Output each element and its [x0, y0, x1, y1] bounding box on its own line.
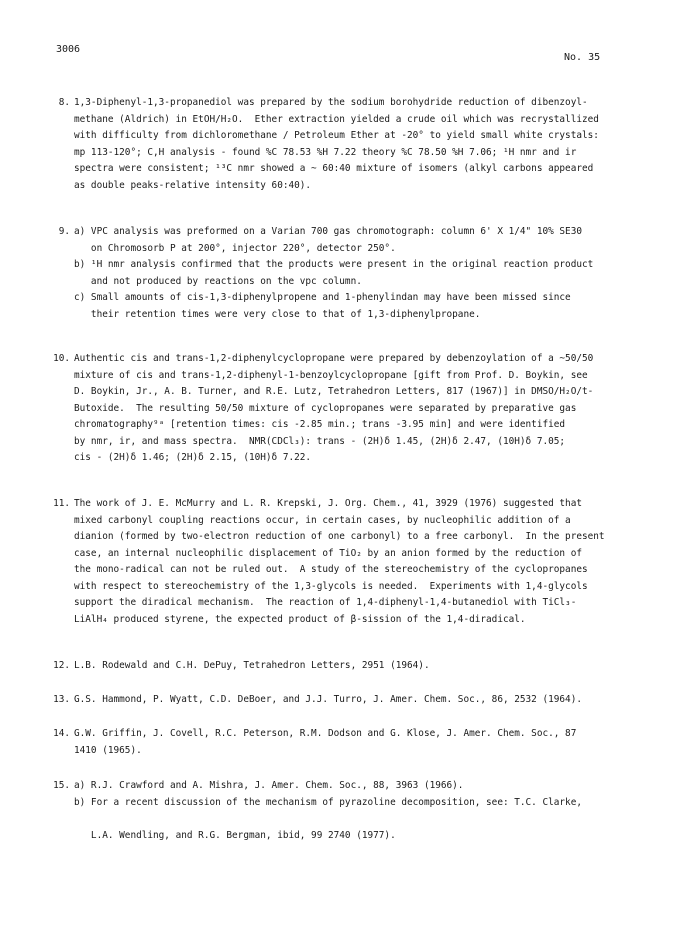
text-line: mp 113-120°; C,H analysis - found %C 78.53 %H 7.22 theory %C 78.50 %H 7.06; ¹H nmr and ir: [74, 146, 577, 158]
text-line: a) R.J. Crawford and A. Mishra, J. Amer. Chem. Soc., 88, 3963 (1966).: [74, 780, 464, 791]
text-line: mixed carbonyl coupling reactions occur, in certain cases, by nucleophilic addition of a: [74, 514, 571, 526]
text-line: as double peaks-relative intensity 60:40).: [74, 179, 312, 191]
text-line: case, an internal nucleophilic displacement of TiO₂ by an anion formed by the reduction of: [74, 547, 582, 559]
text-line: support the diradical mechanism. The reaction of 1,4-diphenyl-1,4-butanediol with TiCl₃-: [74, 597, 577, 608]
text-line: the mono-radical can not be ruled out. A study of the stereochemistry of the cyclopropanes: [74, 564, 588, 575]
text-line: 1410 (1965).: [74, 744, 142, 756]
text-line: mixture of cis and trans-1,2-diphenyl-1-benzoylcyclopropane [gift from Prof. D. Boykin, see: [74, 369, 588, 381]
note-number: 8.: [58, 97, 70, 108]
text-line: The work of J. E. McMurry and L. R. Krepski, J. Org. Chem., 41, 3929 (1976) suggested that: [74, 498, 582, 509]
note-number: 11.: [53, 498, 70, 509]
text-line: their retention times were very close to that of 1,3-diphenylpropane.: [74, 308, 481, 320]
text-line: [74, 811, 644, 828]
text-line: b) ¹H nmr analysis confirmed that the products were present in the original reaction product: [74, 259, 594, 270]
text-line: LiAlH₄ produced styrene, the expected product of β-sission of the 1,4-diradical.: [74, 613, 526, 625]
text-line: spectra were consistent; ¹³C nmr showed a ~ 60:40 mixture of isomers (alkyl carbons appeared: [74, 163, 594, 174]
note-number: 12.: [53, 660, 70, 671]
text-line: 1,3-Diphenyl-1,3-propanediol was prepared by the sodium borohydride reduction of dibenzoyl-: [74, 97, 588, 108]
text-line: on Chromosorb P at 200°, injector 220°, detector 250°.: [74, 242, 396, 254]
text-line: L.B. Rodewald and C.H. DePuy, Tetrahedron Letters, 2951 (1964).: [74, 660, 430, 671]
note-number: 14.: [53, 728, 70, 739]
text-line: G.S. Hammond, P. Wyatt, C.D. DeBoer, and J.J. Turro, J. Amer. Chem. Soc., 86, 2532 (1964).: [74, 694, 582, 705]
note-number: 13.: [53, 694, 70, 705]
text-line: and not produced by reactions on the vpc column.: [74, 275, 362, 287]
text-line: c) Small amounts of cis-1,3-diphenylpropene and 1-phenylindan may have been missed since: [74, 292, 571, 303]
text-line: Butoxide. The resulting 50/50 mixture of cyclopropanes were separated by preparative gas: [74, 402, 577, 414]
text-line: D. Boykin, Jr., A. B. Turner, and R.E. Lutz, Tetrahedron Letters, 817 (1967)] in DMSO/H₂O/t-: [74, 386, 594, 397]
text-line: cis - (2H)δ 1.46; (2H)δ 2.15, (10H)δ 7.22.: [74, 452, 312, 463]
text-line: b) For a recent discussion of the mechanism of pyrazoline decomposition, see: T.C. Clarke,: [74, 796, 582, 808]
note-number: 9.: [58, 226, 70, 237]
note-number: 10.: [53, 353, 70, 364]
text-line: dianion (formed by two-electron reduction of one carbonyl) to a free carbonyl. In the present: [74, 531, 605, 542]
text-line: G.W. Griffin, J. Covell, R.C. Peterson, R.M. Dodson and G. Klose, J. Amer. Chem. Soc., 87: [74, 728, 577, 739]
page-number: 3006: [56, 44, 81, 55]
text-line: by nmr, ir, and mass spectra. NMR(CDCl₃): trans - (2H)δ 1.45, (2H)δ 2.47, (10H)δ 7.05;: [74, 435, 566, 447]
text-line: with respect to stereochemistry of the 1,3-glycols is needed. Experiments with 1,4-glycols: [74, 580, 588, 592]
text-line: a) VPC analysis was preformed on a Varian 700 gas chromotograph: column 6' X 1/4" 10% SE30: [74, 226, 582, 237]
text-line: Authentic cis and trans-1,2-diphenylcyclopropane were prepared by debenzoylation of a ~50/50: [74, 353, 594, 364]
text-line: with difficulty from dichloromethane / Petroleum Ether at -20° to yield small white crystals:: [74, 130, 599, 141]
issue-number: No. 35: [564, 52, 601, 63]
text-line: methane (Aldrich) in EtOH/H₂O. Ether extraction yielded a crude oil which was recrystallized: [74, 113, 599, 125]
text-line: L.A. Wendling, and R.G. Bergman, ibid, 99 2740 (1977).: [74, 829, 396, 841]
note-number: 15.: [53, 780, 70, 791]
text-line: chromatography⁹ᵃ [retention times: cis -2.85 min.; trans -3.95 min] and were identified: [74, 419, 566, 430]
